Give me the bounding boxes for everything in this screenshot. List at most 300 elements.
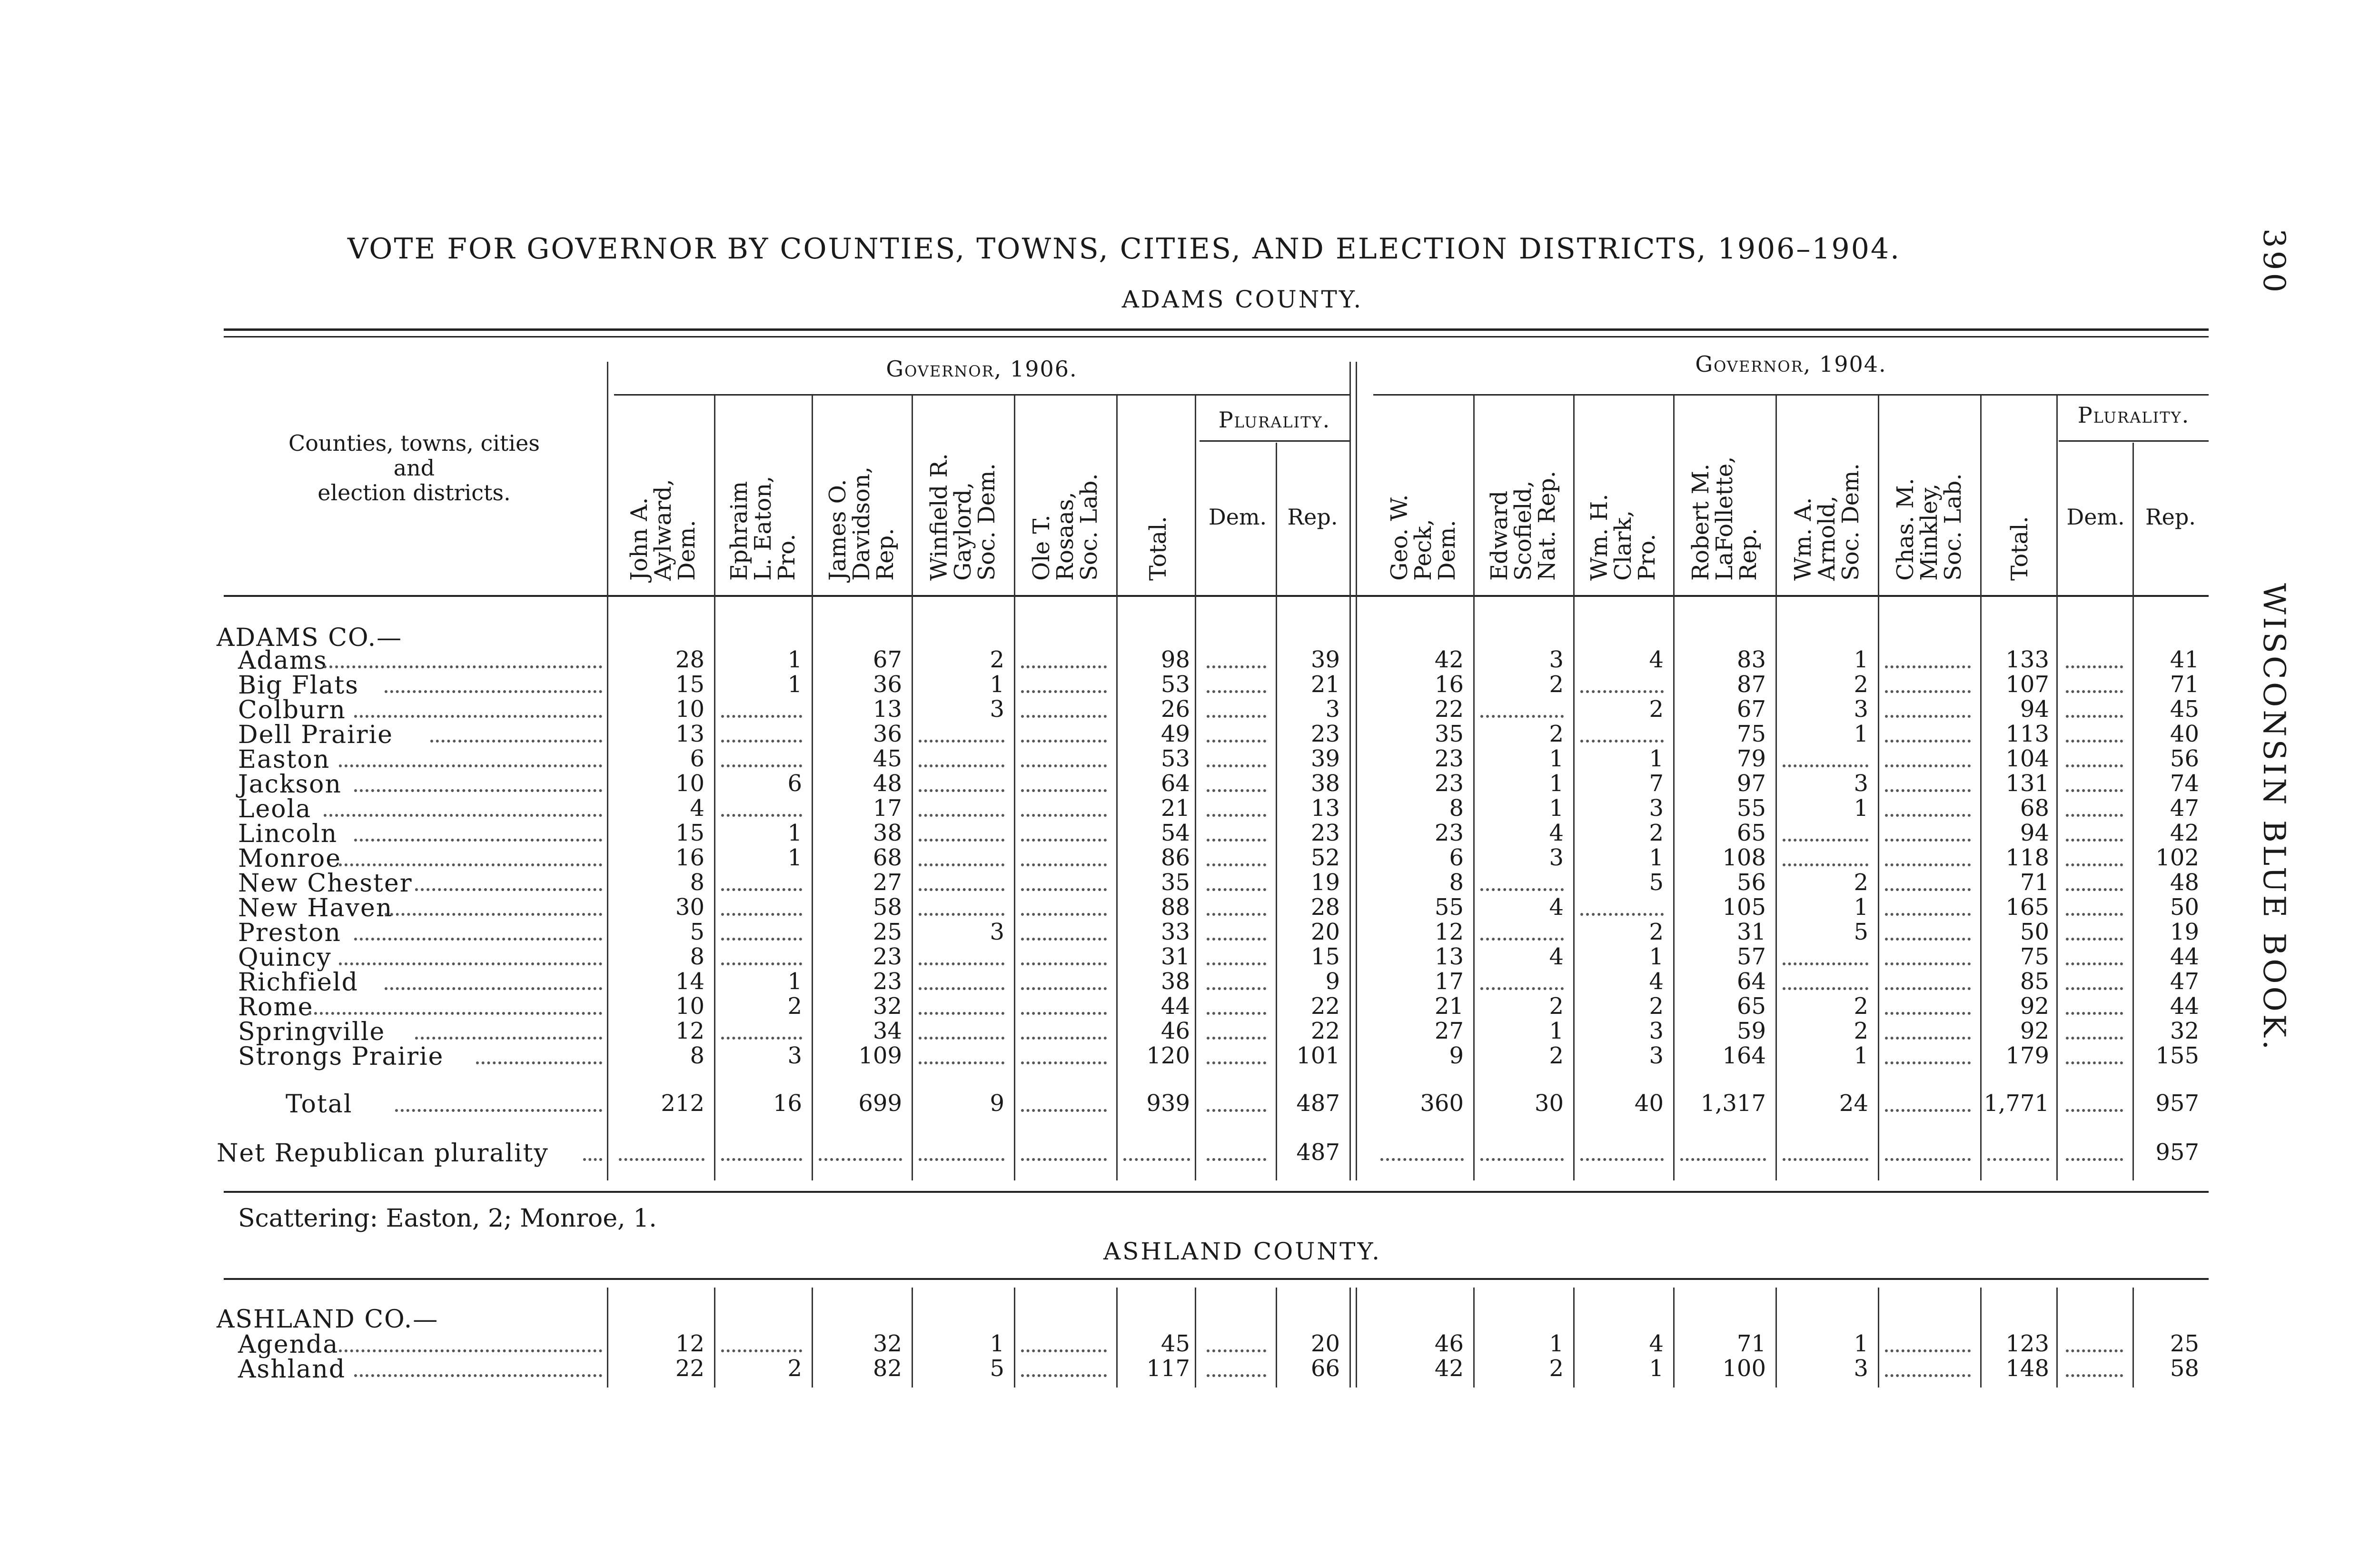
empty-cell-dots: [1580, 913, 1664, 916]
empty-cell-dots: [1021, 1109, 1107, 1112]
column-rule: [1195, 395, 1196, 1180]
empty-cell-dots: [1021, 764, 1107, 767]
group-1904-header: Governor, 1904.: [1695, 351, 1887, 377]
leader-dots: [385, 987, 602, 990]
empty-cell-dots: [1207, 1061, 1266, 1064]
column-rule: [912, 395, 913, 1180]
adams.rows-cell: 15: [675, 820, 704, 846]
empty-cell-dots: [1480, 715, 1564, 718]
leader-dots: [430, 740, 602, 743]
table-top-rule-thin: [224, 336, 2209, 337]
adams.rows-cell: 3: [1854, 696, 1868, 723]
empty-cell-dots: [1021, 987, 1107, 990]
adams.rows-cell: 1: [1854, 1042, 1868, 1069]
empty-cell-dots: [2066, 789, 2123, 792]
column-header-8: Geo. W. Peck, Dem.: [1386, 494, 1460, 581]
adams.rows-cell: 4: [1549, 820, 1564, 846]
column-rule: [607, 362, 608, 1180]
adams.rows-cell: 2: [1649, 820, 1664, 846]
adams.rows-row-name: Quincy: [238, 943, 332, 972]
adams.rows-cell: 10: [675, 696, 704, 723]
adams.rows-cell: 113: [2005, 721, 2049, 747]
adams.rows-cell: 8: [690, 1042, 704, 1069]
adams.rows-row-name: Springville: [238, 1018, 386, 1046]
empty-cell-dots: [1885, 987, 1971, 990]
column-header-13: Chas. M. Minkley, Soc. Lab.: [1892, 473, 1966, 581]
adams.rows-cell: 85: [2020, 968, 2049, 995]
column-header-1: Ephraim L. Eaton, Pro.: [726, 476, 800, 581]
adams.rows-cell: 67: [1736, 696, 1766, 723]
adams.rows-cell: 35: [1434, 721, 1464, 747]
column-header-4: Ole T. Rosaas, Soc. Lab.: [1028, 473, 1102, 581]
empty-cell-dots: [1885, 962, 1971, 965]
empty-cell-dots: [1021, 1061, 1107, 1064]
net-plurality-cell: 487: [1296, 1139, 1340, 1166]
column-rule: [1356, 1288, 1357, 1387]
adams.rows-cell: 3: [990, 696, 1004, 723]
empty-cell-dots: [1021, 1349, 1107, 1352]
adams.rows-cell: 86: [1160, 844, 1190, 871]
empty-cell-dots: [2066, 888, 2123, 891]
adams.rows-cell: 65: [1736, 820, 1766, 846]
empty-cell-dots: [919, 1158, 1004, 1161]
adams.rows-cell: 1: [787, 968, 802, 995]
adams.rows-cell: 3: [990, 919, 1004, 945]
adams.rows-cell: 15: [675, 671, 704, 698]
adams.rows-cell: 23: [873, 968, 902, 995]
ashland.rows-cell: 2: [1549, 1355, 1564, 1382]
empty-cell-dots: [2066, 814, 2123, 817]
column-header-16: Rep.: [2145, 504, 2196, 530]
adams.rows-cell: 21: [1310, 671, 1340, 698]
empty-cell-dots: [721, 962, 802, 965]
column-rule: [1349, 1288, 1351, 1387]
empty-cell-dots: [1380, 1158, 1464, 1161]
plurality-1904-rule: [2059, 440, 2209, 442]
empty-cell-dots: [721, 740, 802, 743]
leader-dots: [583, 1158, 602, 1161]
adams.rows-cell: 1: [1854, 646, 1868, 673]
column-header-11: Robert M. LaFollette, Rep.: [1687, 456, 1762, 581]
adams.rows-cell: 131: [2005, 770, 2049, 797]
ashland.rows-cell: 3: [1854, 1355, 1868, 1382]
column-rule: [607, 1288, 608, 1387]
adams.rows-cell: 118: [2005, 844, 2049, 871]
adams.rows-cell: 4: [1549, 943, 1564, 970]
adams.rows-row-name: New Haven: [238, 894, 393, 922]
empty-cell-dots: [1021, 1374, 1107, 1377]
ashland.rows-cell: 71: [1736, 1330, 1766, 1357]
adams.rows-cell: 1: [1549, 795, 1564, 822]
empty-cell-dots: [2066, 1061, 2123, 1064]
empty-cell-dots: [919, 1037, 1004, 1040]
empty-cell-dots: [1885, 1061, 1971, 1064]
adams.rows-cell: 36: [873, 671, 902, 698]
leader-dots: [354, 1374, 602, 1377]
ashland.rows-cell: 2: [787, 1355, 802, 1382]
empty-cell-dots: [1207, 938, 1266, 941]
empty-cell-dots: [919, 814, 1004, 817]
empty-cell-dots: [1783, 987, 1868, 990]
leader-dots: [339, 764, 602, 767]
adams.rows-cell: 5: [690, 919, 704, 945]
total-cell: 9: [990, 1090, 1004, 1117]
adams.rows-cell: 3: [1325, 696, 1340, 723]
empty-cell-dots: [1885, 1158, 1971, 1161]
column-header-12: Wm. A. Arnold, Soc. Dem.: [1790, 463, 1864, 581]
adams.rows-cell: 22: [1434, 696, 1464, 723]
adams.rows-cell: 3: [1649, 795, 1664, 822]
adams.rows-cell: 41: [2170, 646, 2199, 673]
adams.rows-cell: 23: [1434, 770, 1464, 797]
adams.rows-row-name: Rome: [238, 993, 314, 1021]
total-cell: 24: [1839, 1090, 1868, 1117]
adams.rows-cell: 44: [1160, 993, 1190, 1020]
empty-cell-dots: [2066, 1109, 2123, 1112]
empty-cell-dots: [721, 715, 802, 718]
empty-cell-dots: [819, 1158, 902, 1161]
empty-cell-dots: [2066, 1012, 2123, 1015]
adams.rows-cell: 8: [690, 943, 704, 970]
adams.rows-cell: 1: [1649, 844, 1664, 871]
adams.rows-cell: 64: [1736, 968, 1766, 995]
ashland.rows-cell: 12: [675, 1330, 704, 1357]
adams.rows-cell: 92: [2020, 993, 2049, 1020]
empty-cell-dots: [1207, 987, 1266, 990]
empty-cell-dots: [1021, 690, 1107, 693]
empty-cell-dots: [1885, 1012, 1971, 1015]
leader-dots: [354, 839, 602, 842]
ashland.rows-cell: 66: [1310, 1355, 1340, 1382]
adams.rows-cell: 104: [2005, 745, 2049, 772]
empty-cell-dots: [2066, 690, 2123, 693]
ashland.rows-cell: 22: [675, 1355, 704, 1382]
leader-dots: [339, 962, 602, 965]
empty-cell-dots: [2066, 962, 2123, 965]
empty-cell-dots: [1021, 814, 1107, 817]
empty-cell-dots: [1207, 1349, 1266, 1352]
empty-cell-dots: [619, 1158, 704, 1161]
empty-cell-dots: [1885, 888, 1971, 891]
empty-cell-dots: [2066, 715, 2123, 718]
ashland.rows-cell: 45: [1160, 1330, 1190, 1357]
adams.rows-cell: 101: [1296, 1042, 1340, 1069]
adams.rows-cell: 87: [1736, 671, 1766, 698]
adams.rows-cell: 65: [1736, 993, 1766, 1020]
adams.rows-cell: 3: [1649, 1042, 1664, 1069]
adams.rows-cell: 27: [873, 869, 902, 896]
adams.rows-cell: 68: [873, 844, 902, 871]
adams.rows-cell: 22: [1310, 993, 1340, 1020]
adams.rows-cell: 52: [1310, 844, 1340, 871]
empty-cell-dots: [1783, 962, 1868, 965]
adams.rows-cell: 53: [1160, 745, 1190, 772]
adams.rows-cell: 6: [690, 745, 704, 772]
adams.rows-cell: 36: [873, 721, 902, 747]
adams.rows-cell: 44: [2170, 993, 2199, 1020]
net-plurality-label: Net Republican plurality: [217, 1139, 549, 1168]
ashland.rows-cell: 1: [1549, 1330, 1564, 1357]
empty-cell-dots: [1885, 665, 1971, 668]
adams.rows-cell: 3: [1854, 770, 1868, 797]
adams.rows-cell: 10: [675, 993, 704, 1020]
empty-cell-dots: [2066, 665, 2123, 668]
ashland.rows-row-name: Ashland: [238, 1355, 346, 1384]
adams.rows-cell: 39: [1310, 646, 1340, 673]
leader-dots: [339, 863, 602, 866]
leader-dots: [476, 1061, 602, 1064]
ashland.rows-cell: 1: [1854, 1330, 1868, 1357]
adams.rows-cell: 4: [690, 795, 704, 822]
adams.rows-cell: 71: [2170, 671, 2199, 698]
adams.rows-cell: 42: [1434, 646, 1464, 673]
ashland.rows-cell: 100: [1722, 1355, 1766, 1382]
empty-cell-dots: [721, 888, 802, 891]
adams.rows-cell: 83: [1736, 646, 1766, 673]
adams.rows-cell: 2: [1649, 993, 1664, 1020]
adams.rows-cell: 2: [1649, 919, 1664, 945]
ashland.rows-cell: 42: [1434, 1355, 1464, 1382]
plurality-1906-header: Plurality.: [1218, 407, 1331, 433]
empty-cell-dots: [1207, 665, 1266, 668]
adams.rows-cell: 1: [787, 844, 802, 871]
adams.rows-cell: 9: [1325, 968, 1340, 995]
ashland.rows-cell: 1: [990, 1330, 1004, 1357]
adams.rows-cell: 155: [2155, 1042, 2199, 1069]
ashland.rows-cell: 82: [873, 1355, 902, 1382]
group-1906-header: Governor, 1906.: [886, 356, 1078, 382]
adams.rows-cell: 27: [1434, 1018, 1464, 1044]
empty-cell-dots: [1207, 1374, 1266, 1377]
empty-cell-dots: [721, 913, 802, 916]
empty-cell-dots: [721, 938, 802, 941]
adams.rows-cell: 105: [1722, 894, 1766, 921]
empty-cell-dots: [1021, 938, 1107, 941]
empty-cell-dots: [1123, 1158, 1190, 1161]
adams.rows-cell: 50: [2020, 919, 2049, 945]
empty-cell-dots: [1885, 789, 1971, 792]
adams-county-title: ADAMS COUNTY.: [1121, 286, 1363, 313]
adams.rows-cell: 1: [1649, 943, 1664, 970]
empty-cell-dots: [1207, 1109, 1266, 1112]
adams.rows-cell: 45: [873, 745, 902, 772]
adams.rows-cell: 1: [1854, 721, 1868, 747]
adams.rows-row-name: New Chester: [238, 869, 413, 898]
adams.rows-cell: 1: [787, 820, 802, 846]
adams.rows-cell: 12: [675, 1018, 704, 1044]
adams.rows-cell: 6: [1449, 844, 1464, 871]
adams.rows-cell: 23: [1310, 820, 1340, 846]
adams.rows-cell: 14: [675, 968, 704, 995]
table-bottom-rule: [224, 1191, 2209, 1193]
adams.rows-cell: 2: [1854, 671, 1868, 698]
empty-cell-dots: [1885, 1349, 1971, 1352]
page-title: VOTE FOR GOVERNOR BY COUNTIES, TOWNS, CITIES, AND ELECTION DISTRICTS, 1906–1904.: [347, 232, 1901, 266]
adams.rows-cell: 23: [1434, 745, 1464, 772]
adams.rows-cell: 94: [2020, 820, 2049, 846]
adams.rows-cell: 4: [1549, 894, 1564, 921]
adams.rows-cell: 2: [1549, 721, 1564, 747]
empty-cell-dots: [1207, 1037, 1266, 1040]
adams.rows-cell: 74: [2170, 770, 2199, 797]
ashland.rows-cell: 25: [2170, 1330, 2199, 1357]
ashland-county-title: ASHLAND COUNTY.: [1103, 1238, 1381, 1265]
column-header-7: Rep.: [1287, 504, 1338, 530]
adams.rows-cell: 19: [2170, 919, 2199, 945]
adams.rows-cell: 26: [1160, 696, 1190, 723]
empty-cell-dots: [2066, 938, 2123, 941]
ashland-top-rule: [224, 1278, 2209, 1280]
adams.rows-cell: 75: [2020, 943, 2049, 970]
adams.rows-cell: 1: [787, 646, 802, 673]
empty-cell-dots: [1783, 863, 1868, 866]
column-header-2: James O. Davidson, Rep.: [824, 466, 899, 581]
empty-cell-dots: [1207, 690, 1266, 693]
empty-cell-dots: [1885, 839, 1971, 842]
header-bottom-rule: [224, 595, 2209, 597]
adams.rows-cell: 22: [1310, 1018, 1340, 1044]
empty-cell-dots: [1207, 740, 1266, 743]
adams.rows-cell: 7: [1649, 770, 1664, 797]
adams.rows-cell: 79: [1736, 745, 1766, 772]
empty-cell-dots: [1885, 764, 1971, 767]
leader-dots: [415, 1037, 602, 1040]
empty-cell-dots: [721, 814, 802, 817]
empty-cell-dots: [1207, 715, 1266, 718]
adams.rows-row-name: Jackson: [238, 770, 342, 799]
adams.rows-cell: 2: [787, 993, 802, 1020]
empty-cell-dots: [1021, 863, 1107, 866]
leader-dots: [354, 789, 602, 792]
empty-cell-dots: [919, 888, 1004, 891]
empty-cell-dots: [2066, 1037, 2123, 1040]
adams.rows-cell: 2: [1854, 1018, 1868, 1044]
plurality-1906-rule: [1200, 440, 1349, 442]
empty-cell-dots: [721, 1037, 802, 1040]
empty-cell-dots: [919, 839, 1004, 842]
total-row-label: Total: [286, 1090, 353, 1119]
empty-cell-dots: [1207, 888, 1266, 891]
adams.rows-cell: 15: [1310, 943, 1340, 970]
column-header-10: Wm. H. Clark, Pro.: [1586, 494, 1660, 581]
column-rule: [1349, 362, 1351, 1180]
total-cell: 30: [1534, 1090, 1564, 1117]
empty-cell-dots: [1987, 1158, 2049, 1161]
adams.rows-cell: 97: [1736, 770, 1766, 797]
column-header-0: John A. Aylward, Dem.: [626, 479, 700, 581]
adams.rows-row-name: Big Flats: [238, 671, 359, 700]
adams.rows-cell: 179: [2005, 1042, 2049, 1069]
adams.rows-cell: 21: [1160, 795, 1190, 822]
ashland.rows-cell: 5: [990, 1355, 1004, 1382]
adams.rows-cell: 102: [2155, 844, 2199, 871]
column-rule: [1356, 362, 1357, 1180]
adams.rows-cell: 12: [1434, 919, 1464, 945]
adams.rows-cell: 33: [1160, 919, 1190, 945]
adams.rows-cell: 31: [1160, 943, 1190, 970]
adams.rows-cell: 98: [1160, 646, 1190, 673]
empty-cell-dots: [1480, 938, 1564, 941]
stub-header: Counties, towns, cities and election districts.: [288, 430, 540, 505]
column-header-5: Total.: [1145, 516, 1171, 581]
adams.rows-cell: 23: [1310, 721, 1340, 747]
empty-cell-dots: [1885, 715, 1971, 718]
total-cell: 487: [1296, 1090, 1340, 1117]
adams.rows-cell: 1: [1549, 1018, 1564, 1044]
adams.rows-cell: 92: [2020, 1018, 2049, 1044]
empty-cell-dots: [1207, 789, 1266, 792]
empty-cell-dots: [1207, 764, 1266, 767]
adams.rows-cell: 55: [1434, 894, 1464, 921]
adams.rows-cell: 120: [1146, 1042, 1190, 1069]
adams.rows-cell: 48: [873, 770, 902, 797]
empty-cell-dots: [2066, 740, 2123, 743]
adams.rows-row-name: Strongs Prairie: [238, 1042, 444, 1071]
adams.rows-cell: 2: [1549, 993, 1564, 1020]
adams.rows-cell: 3: [1549, 646, 1564, 673]
empty-cell-dots: [1021, 740, 1107, 743]
adams.rows-cell: 109: [858, 1042, 902, 1069]
empty-cell-dots: [2066, 1158, 2123, 1161]
adams.rows-cell: 32: [873, 993, 902, 1020]
adams.rows-cell: 71: [2020, 869, 2049, 896]
adams.rows-cell: 16: [1434, 671, 1464, 698]
adams.rows-cell: 23: [873, 943, 902, 970]
empty-cell-dots: [1207, 913, 1266, 916]
empty-cell-dots: [1580, 740, 1664, 743]
adams.rows-cell: 47: [2170, 968, 2199, 995]
empty-cell-dots: [1207, 1012, 1266, 1015]
adams.rows-cell: 10: [675, 770, 704, 797]
adams.rows-row-name: Preston: [238, 919, 341, 947]
empty-cell-dots: [1885, 913, 1971, 916]
adams.rows-cell: 1: [1854, 795, 1868, 822]
adams.rows-cell: 56: [1736, 869, 1766, 896]
adams.rows-cell: 8: [1449, 869, 1464, 896]
column-header-14: Total.: [2006, 516, 2033, 581]
adams.rows-cell: 64: [1160, 770, 1190, 797]
adams.rows-cell: 17: [1434, 968, 1464, 995]
empty-cell-dots: [1021, 1037, 1107, 1040]
adams.rows-cell: 13: [1310, 795, 1340, 822]
adams.rows-cell: 1: [1854, 894, 1868, 921]
empty-cell-dots: [1021, 1158, 1107, 1161]
leader-dots: [308, 1012, 602, 1015]
empty-cell-dots: [1207, 962, 1266, 965]
adams.rows-cell: 3: [787, 1042, 802, 1069]
ashland.rows-cell: 1: [1649, 1355, 1664, 1382]
leader-dots: [354, 938, 602, 941]
ashland-county-label: ASHLAND CO.—: [217, 1305, 439, 1334]
ashland.rows-cell: 4: [1649, 1330, 1664, 1357]
empty-cell-dots: [2066, 863, 2123, 866]
column-rule: [1014, 395, 1015, 1180]
empty-cell-dots: [1885, 690, 1971, 693]
adams.rows-cell: 1: [1549, 770, 1564, 797]
adams.rows-cell: 44: [2170, 943, 2199, 970]
adams.rows-cell: 21: [1434, 993, 1464, 1020]
total-cell: 40: [1634, 1090, 1664, 1117]
adams.rows-cell: 68: [2020, 795, 2049, 822]
empty-cell-dots: [721, 1158, 802, 1161]
column-rule: [2056, 395, 2058, 1180]
adams.rows-cell: 94: [2020, 696, 2049, 723]
column-rule: [2056, 1288, 2058, 1387]
adams.rows-cell: 2: [1854, 869, 1868, 896]
table-top-rule: [224, 328, 2209, 331]
adams.rows-row-name: Richfield: [238, 968, 358, 997]
adams.rows-cell: 1: [990, 671, 1004, 698]
